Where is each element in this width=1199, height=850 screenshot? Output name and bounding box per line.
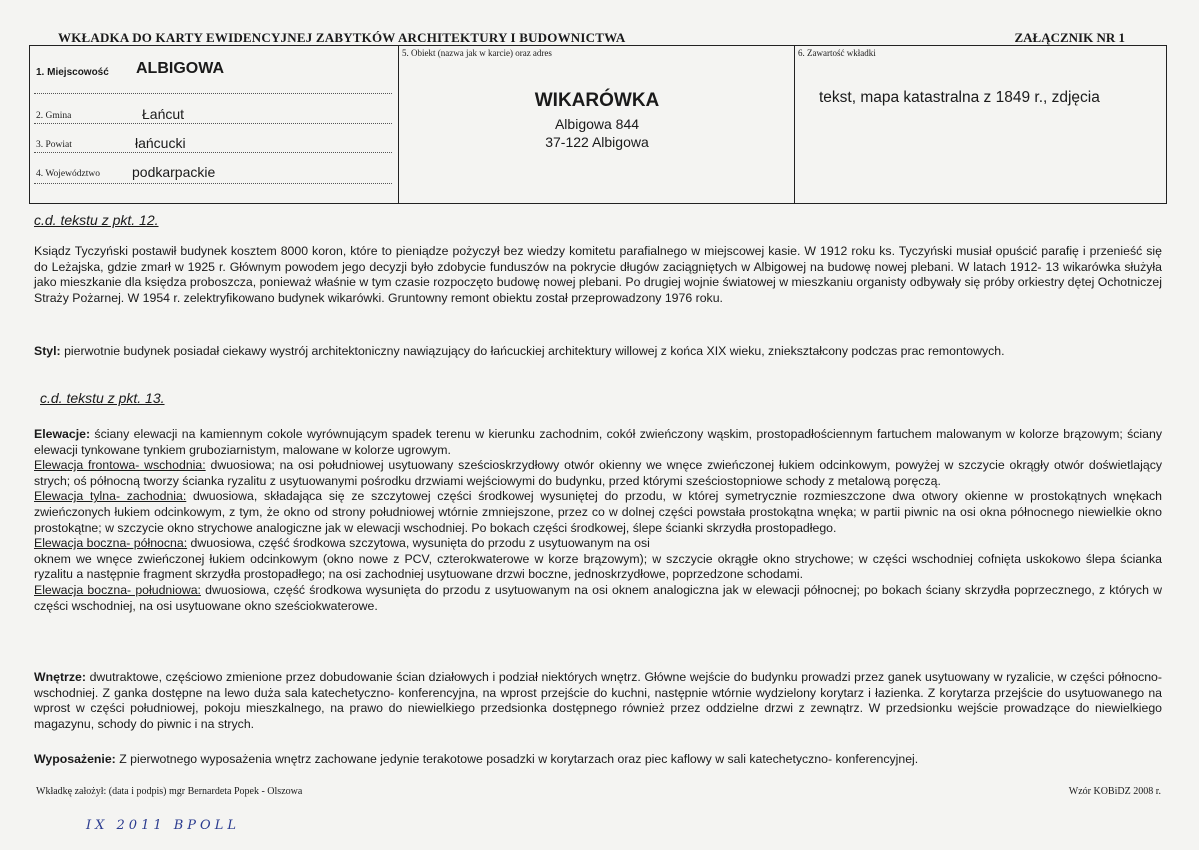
field-value: łańcucki: [135, 135, 186, 151]
tylna-label: Elewacja tylna- zachodnia:: [34, 489, 187, 504]
field-wojewodztwo: [30, 154, 398, 184]
object-name: WIKARÓWKA: [534, 90, 660, 111]
section13-heading: c.d. tekstu z pkt. 13.: [40, 390, 165, 406]
contents-label: 6. Zawartość wkładki: [798, 48, 876, 58]
field-value: ALBIGOWA: [136, 60, 224, 77]
location-column: [30, 46, 398, 203]
field-label: 2. Gmina: [36, 111, 72, 121]
elewacje-label: Elewacje:: [34, 427, 91, 441]
dotted-rule: [34, 183, 392, 184]
polnocna-text-2: oknem we wnęce zwieńczonej łukiem odcinkowym (okno nowe z PCV, czterokwaterowe w korze brązowym); w szczycie okrągłe okno strychowe; w części wschodniej cofnięta uskokowo ślepa ścianka ryzalitu a następnie fragment skrzydła prostopadłego; na osi zachodniej usytuowane drzwi boczne, jednoskrzydłowe, poprzedzone schodami.: [34, 551, 1162, 582]
contents-value: tekst, mapa katastralna z 1849 r., zdjęcia: [819, 89, 1100, 106]
field-value: Łańcut: [142, 106, 185, 122]
document-title: WKŁADKA DO KARTY EWIDENCYJNEJ ZABYTKÓW ARCHITEKTURY I BUDOWNICTWA: [58, 30, 626, 45]
field-label: 1. Miejscowość: [36, 67, 109, 78]
dotted-rule: [34, 152, 392, 153]
wnetrze-block: [34, 670, 1162, 732]
contents-column: [794, 46, 1167, 203]
styl-label: Styl:: [34, 344, 61, 358]
styl-text: pierwotnie budynek posiadał ciekawy wystrój architektoniczny nawiązujący do łańcuckiej architektury willowej z końca XIX wieku, zniekształcony podczas prac remontowych.: [60, 344, 1005, 358]
field-gmina: [30, 96, 398, 124]
section12-history-text: Ksiądz Tyczyński postawił budynek kosztem 8000 koron, które to pieniądze pożyczył bez wiedzy komitetu parafialnego w miejscowej kasie. W 1912 roku ks. Tyczyński musiał opuścić parafię i przenieść się do Leżajska, gdzie zmarł w 1925 r. Głównym powodem jego decyzji było zdobycie funduszów na pokrycie długów zaciągniętych w Albigowej na budowę nowej plebani. W latach 1912- 13 wikarówka służyła jako mieszkanie dla księdza proboszcza, ponieważ właśnie w tym czasie rozpoczęto budowę nowej plebani. Po drugiej wojnie światowej w mieszkaniu organisty odbywały się próby orkiestry dętej Ochotniczej Straży Pożarnej. W 1954 r. zelektryfikowano budynek wikarówki. Gruntowny remont obiektu został przeprowadzony 1976 roku.: [34, 244, 1162, 305]
field-label: 4. Województwo: [36, 169, 100, 179]
polnocna-label: Elewacja boczna- północna:: [34, 536, 188, 551]
record-form-table: [29, 45, 1167, 204]
dotted-rule: [34, 93, 392, 94]
elewacje-text: ściany elewacji na kamiennym cokole wyrównującym spadek terenu w kierunku zachodnim, cokół zwieńczony wąskim, prostopadłościennym fartuchem malowanym w kolorze brązowym; ściany elewacji tynkowane tynkiem gruboziarnistym, malowane w kolorze ugrowym.: [34, 427, 1162, 457]
field-label: 3. Powiat: [36, 140, 72, 150]
object-address-line1: Albigowa 844: [554, 116, 640, 132]
field-miejscowosc: [30, 46, 398, 96]
poludniowa-label: Elewacja boczna- południowa:: [34, 582, 201, 597]
field-value: podkarpackie: [132, 164, 216, 180]
tylna-text: dwuosiowa, składająca się ze szczytowej części środkowej wysuniętej do przodu, w której symetrycznie rozmieszczone dwa otwory okienne w prostokątnych wnękach zwieńczonych łukiem odcinkowym, z tym, że okno od strony południowej wtórnie zmniejszone, przez co w dolnej części powstała prostokątna wnęka; w partii piwnic na osi okna północnego niewielkie okno prostokątne; w szczycie okno strychowe analogiczne jak w elewacji wschodniej. Po bokach części środkowej, ślepe ścianki skrzydła prostopadłego.: [34, 489, 1163, 535]
wyposazenie-text: Z pierwotnego wyposażenia wnętrz zachowane jedynie terakotowe posadzki w korytarzach oraz piec kaflowy w sali katechetyczno- konferencyjnej.: [115, 752, 919, 766]
author-line: Wkładkę założył: (data i podpis) mgr Bernardeta Popek - Olszowa: [36, 786, 303, 797]
handwritten-annotation: IX 2011 BPOLL: [86, 818, 240, 833]
dotted-rule: [34, 123, 392, 124]
section12-paragraph: [34, 244, 1162, 306]
field-powiat: [30, 125, 398, 153]
wyposazenie-label: Wyposażenie:: [34, 752, 116, 766]
poludniowa-text: dwuosiowa, część środkowa wysunięta do przodu z usytuowanym na osi oknem analogiczna jak w elewacji północnej; po bokach ściany skrzydła poprzecznego, z których w części wschodniej, na osi usytuowane okno sześciokwaterowe.: [34, 582, 1162, 613]
elewacje-block: [34, 427, 1162, 614]
section12-heading: c.d. tekstu z pkt. 12.: [34, 212, 159, 228]
styl-paragraph: [34, 344, 1162, 360]
object-column: [398, 46, 795, 203]
polnocna-text-1: dwuosiowa, część środkowa szczytowa, wysunięta do przodu z usytuowanym na osi: [187, 536, 650, 551]
annex-label: ZAŁĄCZNIK NR 1: [1014, 30, 1125, 45]
wyposazenie-block: [34, 752, 1162, 768]
object-label: 5. Obiekt (nazwa jak w karcie) oraz adres: [402, 48, 552, 58]
object-address-line2: 37-122 Albigowa: [545, 134, 649, 150]
wnetrze-text: dwutraktowe, częściowo zmienione przez dobudowanie ścian działowych i podział niektórych wnętrz. Główne wejście do budynku prowadzi przez ganek usytuowany w ryzalicie, w części północno- wschodniej. Z ganka dostępne na lewo duża sala katechetyczno- konferencyjna, na wprost przejście do kuchni, następnie wtórnie wydzielony korytarz i łazienka. Z korytarza przejście do usytuowanego na wprost w części południowej, pokoju mieszkalnego, na prawo do niewielkiego przedsionka dostępnego również przez oddzielne drzwi z zewnątrz. W przedsionku wejście prowadzące do niewielkiego magazynu, schody do piwnic i na strych.: [34, 670, 1162, 731]
template-version: Wzór KOBiDZ 2008 r.: [1068, 786, 1161, 797]
frontowa-text: dwuosiowa; na osi południowej usytuowany sześcioskrzydłowy otwór okienny we wnęce zwieńczonej łukiem odcinkowym, powyżej w szczycie okrągły otwór doświetlający strych; oś północną tworzy ścianka ryzalitu z usytuowanymi pośrodku drzwiami wejściowymi do budynku, przed którymi sześciostopniowe schody z metalową poręczą.: [34, 458, 1162, 488]
frontowa-label: Elewacja frontowa- wschodnia:: [34, 458, 206, 473]
wnetrze-label: Wnętrze:: [34, 670, 86, 684]
